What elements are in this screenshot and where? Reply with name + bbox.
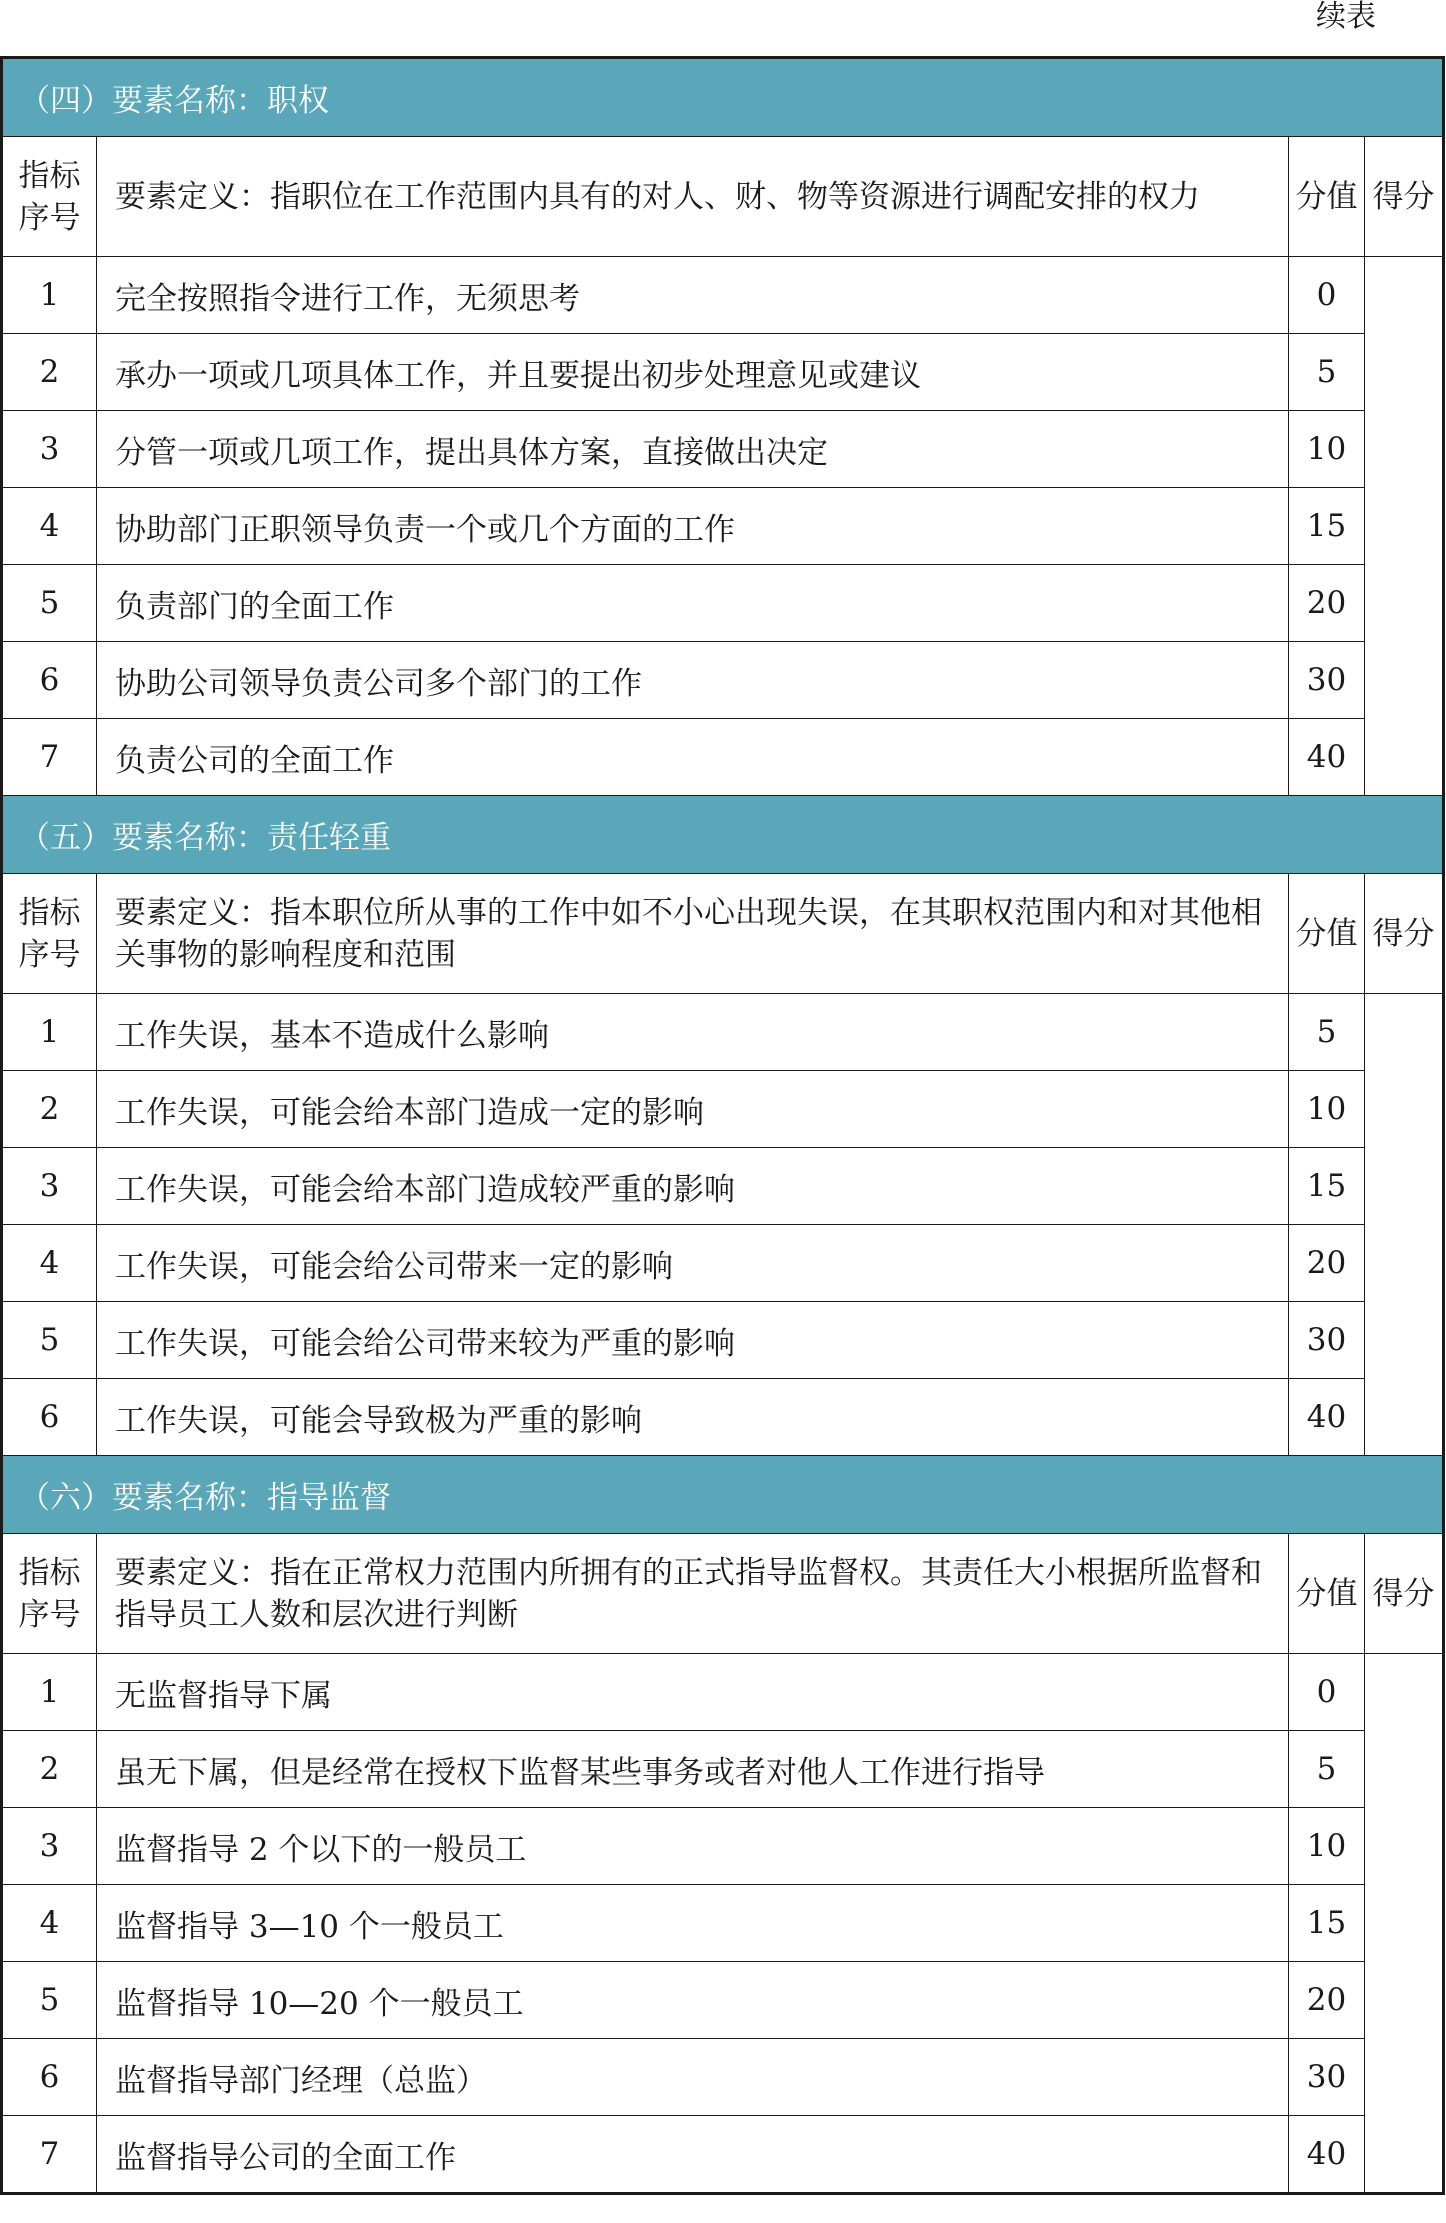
table-row [2, 719, 1444, 796]
table-row [2, 1302, 1444, 1379]
table-row [2, 994, 1444, 1071]
item-description: 监督指导 2 个以下的一般员工 [97, 1808, 1289, 1885]
table-row [2, 1962, 1444, 2039]
item-value: 30 [1289, 1302, 1365, 1379]
score-header: 得分 [1365, 874, 1444, 994]
item-value: 20 [1289, 1225, 1365, 1302]
item-value: 10 [1289, 411, 1365, 488]
item-description: 分管一项或几项工作，提出具体方案，直接做出决定 [97, 411, 1289, 488]
item-description: 工作失误，基本不造成什么影响 [97, 994, 1289, 1071]
item-description: 工作失误，可能会导致极为严重的影响 [97, 1379, 1289, 1456]
item-description: 协助部门正职领导负责一个或几个方面的工作 [97, 488, 1289, 565]
value-header: 分值 [1289, 1534, 1365, 1654]
item-index: 4 [2, 1225, 97, 1302]
item-description: 监督指导 3—10 个一般员工 [97, 1885, 1289, 1962]
item-index: 6 [2, 2039, 97, 2116]
item-value: 40 [1289, 719, 1365, 796]
table-row [2, 2116, 1444, 2194]
score-header: 得分 [1365, 1534, 1444, 1654]
item-value: 10 [1289, 1071, 1365, 1148]
item-description: 完全按照指令进行工作，无须思考 [97, 257, 1289, 334]
item-index: 2 [2, 1731, 97, 1808]
item-description: 协助公司领导负责公司多个部门的工作 [97, 642, 1289, 719]
item-index: 1 [2, 994, 97, 1071]
item-value: 5 [1289, 994, 1365, 1071]
section-title: （六）要素名称：指导监督 [2, 1456, 1444, 1534]
item-description: 工作失误，可能会给公司带来一定的影响 [97, 1225, 1289, 1302]
table-row [2, 565, 1444, 642]
item-description: 虽无下属，但是经常在授权下监督某些事务或者对他人工作进行指导 [97, 1731, 1289, 1808]
item-index: 7 [2, 2116, 97, 2194]
section-title: （四）要素名称：职权 [2, 58, 1444, 137]
item-index: 7 [2, 719, 97, 796]
section-header [2, 1456, 1444, 1534]
item-description: 负责部门的全面工作 [97, 565, 1289, 642]
table-row [2, 411, 1444, 488]
continued-label: 续表 [1316, 0, 1376, 34]
item-index: 2 [2, 334, 97, 411]
item-index: 5 [2, 1302, 97, 1379]
item-value: 0 [1289, 257, 1365, 334]
item-value: 15 [1289, 1148, 1365, 1225]
item-description: 承办一项或几项具体工作，并且要提出初步处理意见或建议 [97, 334, 1289, 411]
item-index: 1 [2, 257, 97, 334]
column-header-row [2, 874, 1444, 994]
item-value: 20 [1289, 1962, 1365, 2039]
table-row [2, 1731, 1444, 1808]
item-value: 10 [1289, 1808, 1365, 1885]
item-description: 工作失误，可能会给本部门造成一定的影响 [97, 1071, 1289, 1148]
table-row [2, 1148, 1444, 1225]
item-value: 30 [1289, 2039, 1365, 2116]
value-header: 分值 [1289, 874, 1365, 994]
item-value: 5 [1289, 334, 1365, 411]
table-row [2, 1808, 1444, 1885]
score-header: 得分 [1365, 137, 1444, 257]
item-value: 20 [1289, 565, 1365, 642]
table-row [2, 488, 1444, 565]
table-row [2, 642, 1444, 719]
index-header: 指标序号 [2, 1534, 97, 1654]
score-cell [1365, 257, 1444, 796]
item-index: 3 [2, 1808, 97, 1885]
item-value: 5 [1289, 1731, 1365, 1808]
section-title: （五）要素名称：责任轻重 [2, 796, 1444, 874]
table-row [2, 1379, 1444, 1456]
index-header: 指标序号 [2, 137, 97, 257]
table-row [2, 1225, 1444, 1302]
table-row [2, 334, 1444, 411]
column-header-row [2, 137, 1444, 257]
index-header: 指标序号 [2, 874, 97, 994]
item-index: 2 [2, 1071, 97, 1148]
element-definition: 要素定义：指在正常权力范围内所拥有的正式指导监督权。其责任大小根据所监督和指导员工人数和层次进行判断 [97, 1534, 1289, 1654]
item-description: 监督指导公司的全面工作 [97, 2116, 1289, 2194]
section-header [2, 58, 1444, 137]
item-value: 15 [1289, 1885, 1365, 1962]
table-row [2, 1654, 1444, 1731]
item-index: 4 [2, 1885, 97, 1962]
table-row [2, 1885, 1444, 1962]
element-definition: 要素定义：指本职位所从事的工作中如不小心出现失误，在其职权范围内和对其他相关事物的影响程度和范围 [97, 874, 1289, 994]
item-index: 5 [2, 1962, 97, 2039]
item-index: 6 [2, 1379, 97, 1456]
item-index: 6 [2, 642, 97, 719]
item-index: 3 [2, 411, 97, 488]
column-header-row [2, 1534, 1444, 1654]
table-row [2, 2039, 1444, 2116]
item-description: 无监督指导下属 [97, 1654, 1289, 1731]
element-definition: 要素定义：指职位在工作范围内具有的对人、财、物等资源进行调配安排的权力 [97, 137, 1289, 257]
item-description: 工作失误，可能会给本部门造成较严重的影响 [97, 1148, 1289, 1225]
item-description: 监督指导 10—20 个一般员工 [97, 1962, 1289, 2039]
item-description: 工作失误，可能会给公司带来较为严重的影响 [97, 1302, 1289, 1379]
score-cell [1365, 994, 1444, 1456]
item-description: 监督指导部门经理（总监） [97, 2039, 1289, 2116]
item-index: 1 [2, 1654, 97, 1731]
table-row [2, 257, 1444, 334]
item-value: 40 [1289, 2116, 1365, 2194]
value-header: 分值 [1289, 137, 1365, 257]
table-row [2, 1071, 1444, 1148]
section-header [2, 796, 1444, 874]
score-cell [1365, 1654, 1444, 2194]
item-index: 3 [2, 1148, 97, 1225]
item-index: 4 [2, 488, 97, 565]
evaluation-table [0, 56, 1445, 2195]
item-value: 0 [1289, 1654, 1365, 1731]
item-description: 负责公司的全面工作 [97, 719, 1289, 796]
item-value: 40 [1289, 1379, 1365, 1456]
item-value: 30 [1289, 642, 1365, 719]
item-value: 15 [1289, 488, 1365, 565]
item-index: 5 [2, 565, 97, 642]
